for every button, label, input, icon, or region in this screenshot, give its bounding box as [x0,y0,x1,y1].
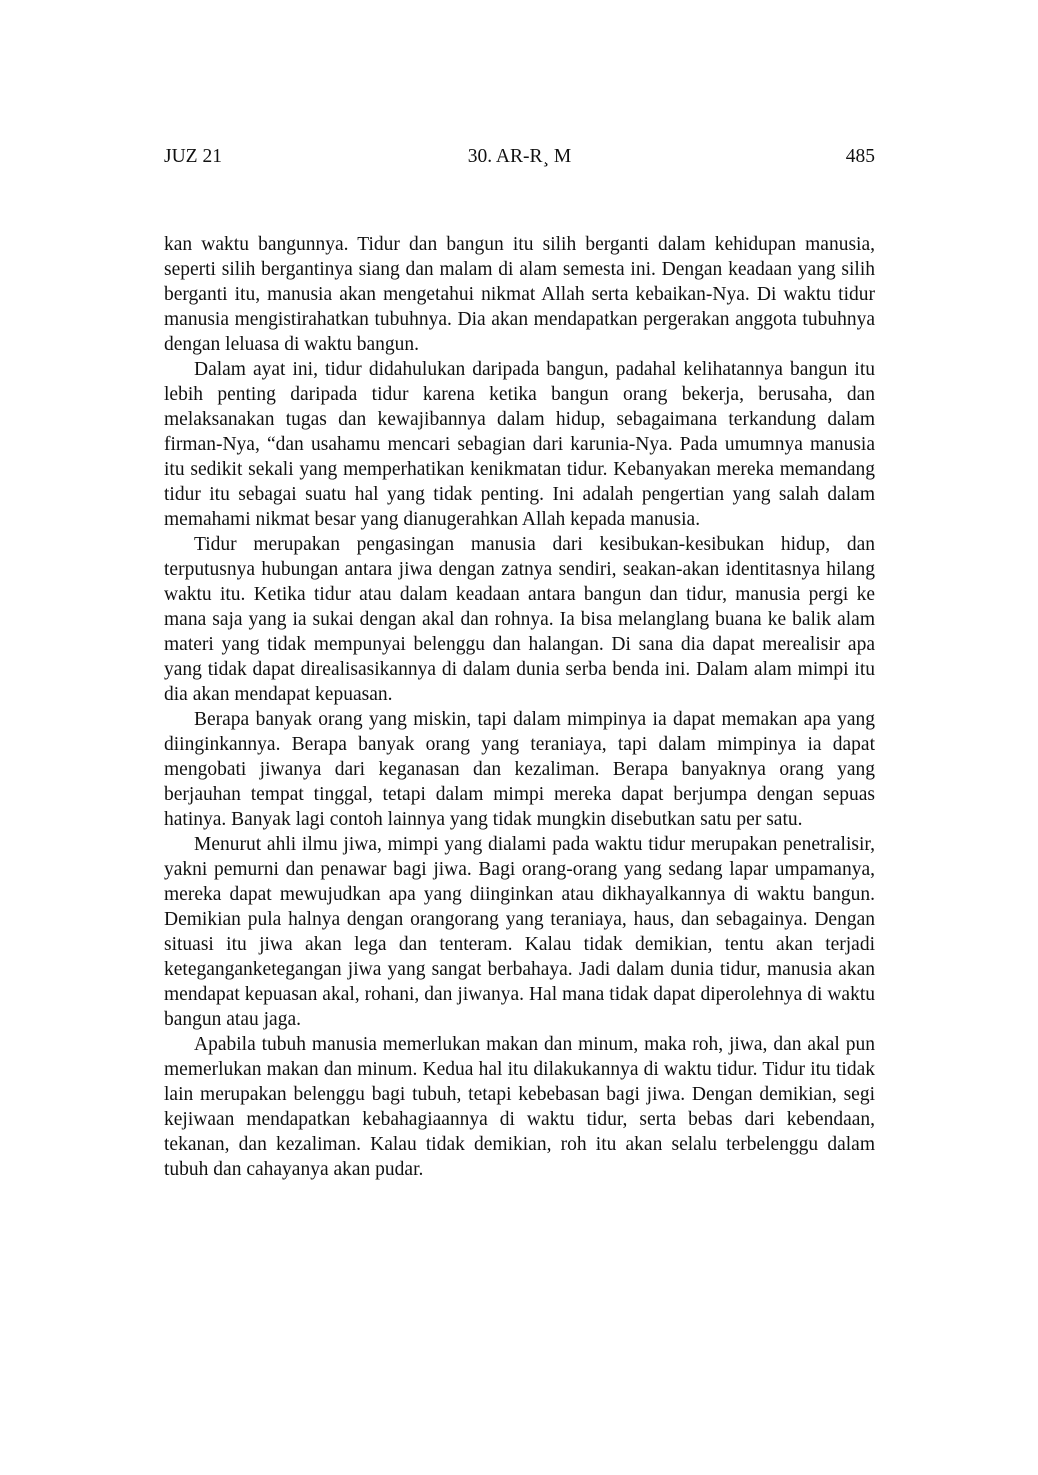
paragraph: Menurut ahli ilmu jiwa, mimpi yang dialami pada waktu tidur merupakan penetralisir, yakni pemurni dan penawar bagi jiwa. Bagi orang-orang yang sedang lapar umpamanya, mereka dapat mewujudkan apa yang diinginkan atau dikhayalkannya di waktu bangun. Demikian pula halnya dengan orangorang yang teraniaya, haus, dan sebagainya. Dengan situasi itu jiwa akan lega dan tenteram. Kalau tidak demikian, tentu akan terjadi keteganganketegangan jiwa yang sangat berbahaya. Jadi dalam dunia tidur, manusia akan mendapat kepuasan akal, rohani, dan jiwanya. Hal mana tidak dapat diperolehnya di waktu bangun atau jaga. [164,834,875,1030]
running-header [164,146,875,172]
page-number: 485 [845,146,875,167]
body-text [164,232,875,1182]
paragraph-continued: kan waktu bangunnya. Tidur dan bangun itu silih berganti dalam kehidupan manusia, seperti silih bergantinya siang dan malam di alam semesta ini. Dengan keadaan yang silih berganti itu, manusia akan mengetahui nikmat Allah serta kebaikan-Nya. Di waktu tidur manusia mengistirahatkan tubuhnya. Dia akan mendapatkan pergerakan anggota tubuhnya dengan leluasa di waktu bangun. [164,234,875,355]
paragraph: Dalam ayat ini, tidur didahulukan daripada bangun, padahal kelihatannya bangun itu lebih penting daripada tidur karena ketika bangun orang bekerja, berusaha, dan melaksanakan tugas dan kewajibannya dalam hidup, sebagaimana terkandung dalam firman-Nya, “dan usahamu mencari sebagian dari karunia-Nya. Pada umumnya manusia itu sedikit sekali yang memperhatikan kenikmatan tidur. Kebanyakan mereka memandang tidur itu sebagai suatu hal yang tidak penting. Ini adalah pengertian yang salah dalam memahami nikmat besar yang dianugerahkan Allah kepada manusia. [164,359,875,530]
surah-title: 30. AR-R¸ M [467,146,572,167]
paragraph: Tidur merupakan pengasingan manusia dari kesibukan-kesibukan hidup, dan terputusnya hubungan antara jiwa dengan zatnya sendiri, seakan-akan identitasnya hilang waktu itu. Ketika tidur atau dalam keadaan antara bangun dan tidur, manusia pergi ke mana saja yang ia sukai dengan akal dan rohnya. Ia bisa melanglang buana ke balik alam materi yang tidak mempunyai belenggu dan halangan. Di sana dia dapat merealisir apa yang tidak dapat direalisasikannya di dalam dunia serba benda ini. Dalam alam mimpi itu dia akan mendapat kepuasan. [164,534,875,705]
paragraph: Apabila tubuh manusia memerlukan makan dan minum, maka roh, jiwa, dan akal pun memerlukan makan dan minum. Kedua hal itu dilakukannya di waktu tidur. Tidur itu tidak lain merupakan belenggu bagi tubuh, tetapi kebebasan bagi jiwa. Dengan demikian, segi kejiwaan mendapatkan kebahagiaannya di waktu tidur, serta bebas dari kebendaan, tekanan, dan kezaliman. Kalau tidak demikian, roh itu akan selalu terbelenggu dalam tubuh dan cahayanya akan pudar. [164,1034,875,1180]
paragraph: Berapa banyak orang yang miskin, tapi dalam mimpinya ia dapat memakan apa yang diinginkannya. Berapa banyak orang yang teraniaya, tapi dalam mimpinya ia dapat mengobati jiwanya dari keganasan dan kezaliman. Berapa banyaknya orang yang berjauhan tempat tinggal, tetapi dalam mimpi mereka dapat berjumpa dengan sepuas hatinya. Banyak lagi contoh lainnya yang tidak mungkin disebutkan satu per satu. [164,709,875,830]
juz-label: JUZ 21 [164,146,222,167]
